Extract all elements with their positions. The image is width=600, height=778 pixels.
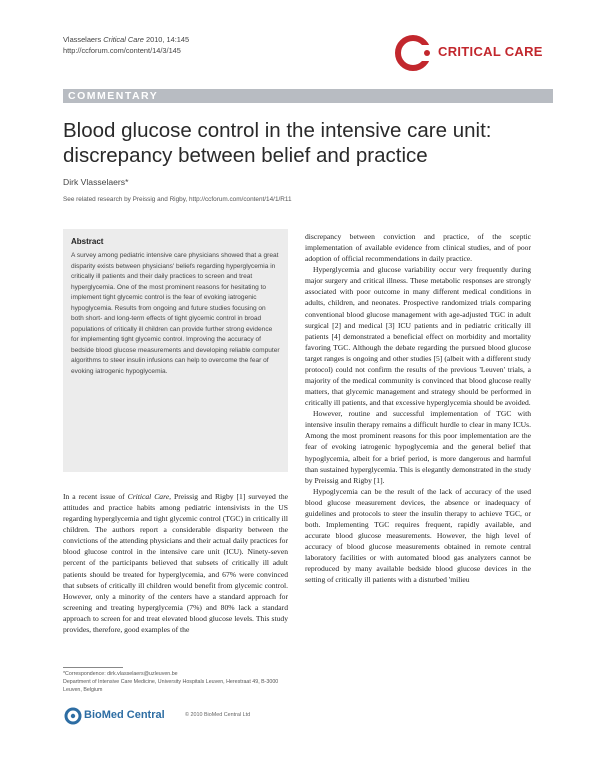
critical-care-logo	[392, 31, 552, 75]
body-paragraph: discrepancy between conviction and practice, of the sceptic implementation of available evidence from clinical studies, and of poor adoption of official recommendations in daily practice.	[305, 232, 531, 264]
abstract-heading: Abstract	[71, 237, 104, 246]
abstract-text: A survey among pediatric intensive care physicians showed that a great disparity exists between physicians' beliefs regarding hyperglycemia in critically ill patients and their daily practices to screen and treat hyperglycemia. One of the most prominent reasons for hesitating to implement tight glycemic control is the fear of evoking iatrogenic hypoglycemia. Results from ongoing and future studies focusing on both short- and long-term effects of tight glycemic control in broad populations of critically ill children can provide further strong evidence for implementing tight glycemic control. Improving the accuracy of bedside blood glucose measurements and developing reliable computer algorithms to steer insulin infusions can help to overcome the fear of evoking iatrogenic hypoglycemia.	[71, 252, 280, 376]
critical-care-logo-icon	[392, 31, 436, 75]
right-column	[305, 231, 531, 586]
citation-line	[63, 34, 189, 45]
footnotes	[63, 671, 293, 694]
affiliation-note: Department of Intensive Care Medicine, University Hospitals Leuven, Herestraat 49, B-3000 Leuven, Belgium	[63, 678, 279, 693]
body-paragraph: Hyperglycemia and glucose variability occur very frequently during major surgery and critical illness. These metabolic responses are strongly associated with poor outcome in many different medical conditions in adults, children, and neonates. Prospective randomized trials comparing conventional blood glucose management with age-adjusted TGC in adult surgical [2] and medical [3] ICU patients and in pediatric critically ill patients [4] demonstrated a beneficial effect on morbidity and mortality favoring TGC. Although the debate regarding the pursued blood glucose target ranges is ongoing and other studies [5] (albeit with a different study protocol) could not confirm the results of the previous 'Leuven' trials, a majority of the medical community is convinced that blood glucose really matters, that glycemic management and strategy should be performed in critically ill patients, and that excessive hyperglycemia should be avoided.	[305, 265, 531, 408]
body-paragraph	[63, 491, 288, 635]
citation-volume: 2010, 14:145	[143, 35, 190, 44]
journal-citation	[63, 34, 189, 56]
section-label: COMMENTARY	[68, 90, 159, 102]
journal-name-italic: Critical Care	[127, 492, 170, 501]
correspondence-note: *Correspondence: dirk.vlasselaers@uzleuven.be	[63, 671, 178, 677]
body-paragraph: Hypoglycemia can be the result of the lack of accuracy of the used blood glucose measurement devices, the absence or inadequacy of guidelines and protocols to steer the insulin therapy to achieve TGC, or both. Implementing TGC requires frequent, rapidly available, and accurate blood glucose measurements. However, the high level of accuracy of blood glucose measurements obtained in remote central laboratory facilities or with automated blood gas analyzers cannot be reproduced by many available bedside blood glucose devices in the setting of critically ill patients with a disturbed 'milieu	[305, 486, 531, 585]
article-author: Dirk Vlasselaers*	[63, 177, 129, 187]
citation-url[interactable]: http://ccforum.com/content/14/3/145	[63, 46, 181, 55]
section-label-bar	[63, 89, 553, 103]
critical-care-logo-text: CRITICAL CARE	[438, 44, 543, 59]
body-text-span: , Preissig and Rigby [1] surveyed the attitudes and practice habits among pediatric intensivists in the US regarding hyperglycemia and tight glycemic control (TGC) in critically ill children. The authors report a considerable disparity between the convictions of the attending physicians and their actual daily practices for blood glucose control in the intensive care unit (ICU). Ninety-seven percent of the participants believed that subsets of critically ill adult patients should be treated for hyperglycemia, and 67% were convinced that subsets of critically ill children would benefit from glycemic control. However, only a minority of the centers have a standard approach for screening and treating hyperglycemia (7%) and 80% lack a standard approach to screen for and treat elevated blood glucose levels. This study provides, therefore, good examples of the	[63, 492, 288, 634]
copyright-notice: © 2010 BioMed Central Ltd	[185, 712, 251, 718]
biomed-central-logo-icon	[63, 706, 83, 726]
footnote-divider	[63, 667, 123, 668]
citation-author: Vlasselaers	[63, 35, 104, 44]
abstract-box	[63, 229, 288, 472]
left-column	[63, 491, 288, 635]
biomed-central-logo	[63, 705, 183, 729]
body-paragraph: However, routine and successful implementation of TGC with intensive insulin therapy remains a difficult hurdle to clear in many ICUs. Among the most prominent reasons for this poor implementation are the fear of evoking iatrogenic hypoglycemia and the general belief that hypoglycemia, albeit for a brief period, is more dangerous and harmful than sustained hyperglycemia. This is elegantly demonstrated in the study by Preissig and Rigby [1].	[305, 409, 531, 485]
body-text-span: In a recent issue of	[63, 492, 128, 501]
biomed-central-logo-text: BioMed Central	[84, 709, 165, 721]
citation-journal-name: Critical Care	[103, 35, 144, 44]
article-title: Blood glucose control in the intensive care unit: discrepancy between belief and practice	[63, 119, 492, 167]
see-related-research[interactable]: See related research by Preissig and Rigby, http://ccforum.com/content/14/1/R11	[63, 196, 292, 203]
